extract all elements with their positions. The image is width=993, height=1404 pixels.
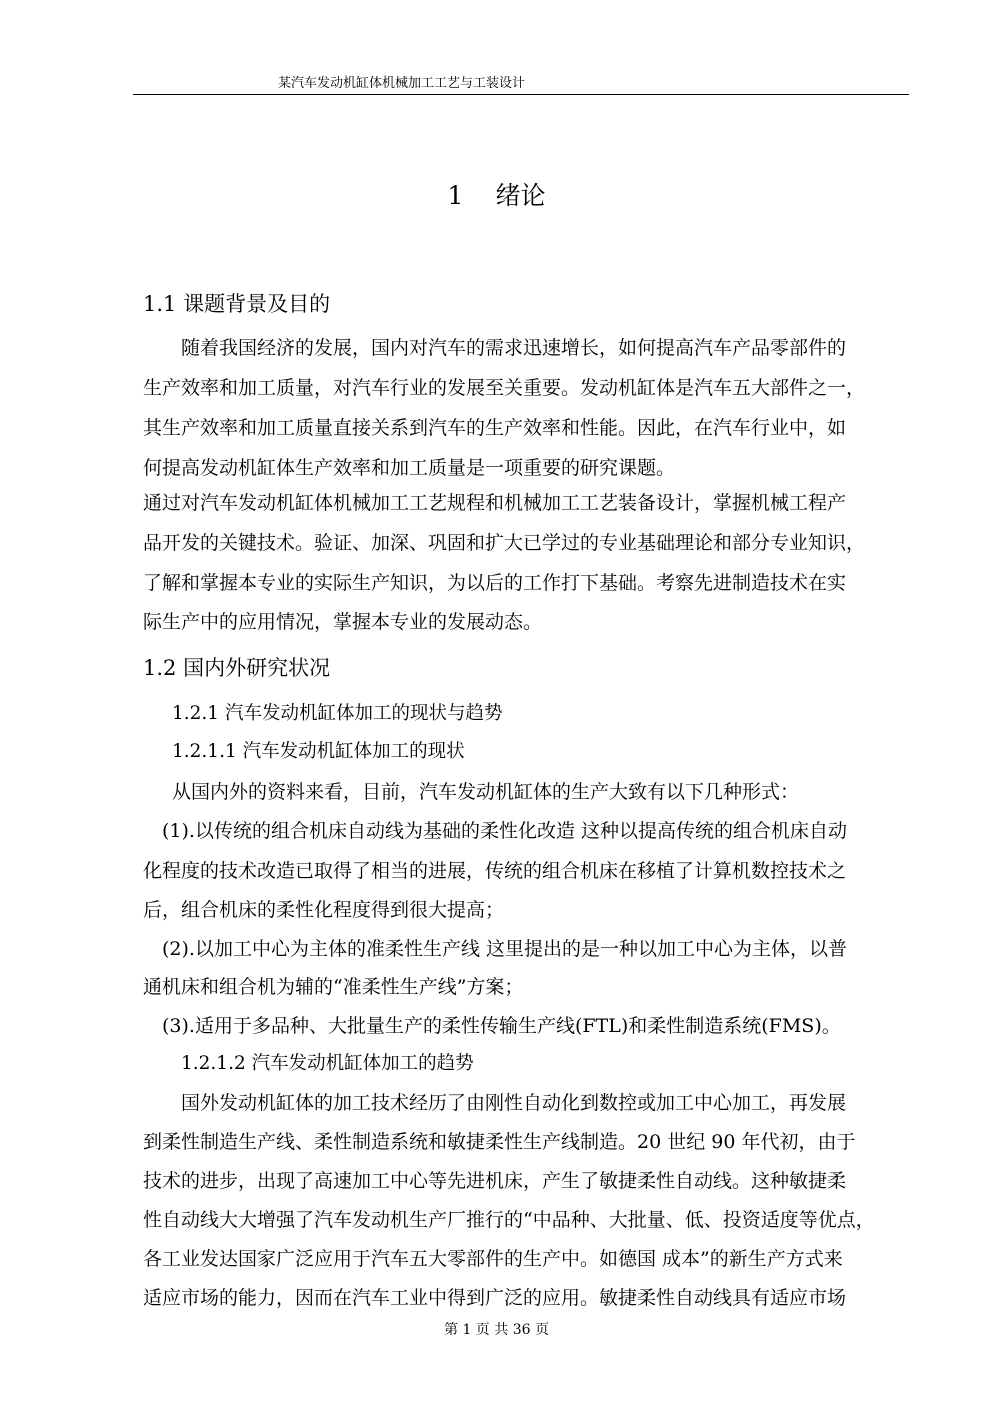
text-line: 适应市场的能力，因而在汽车工业中得到广泛的应用。敏捷柔性自动线具有适应市场 xyxy=(143,1287,847,1309)
text-line: 际生产中的应用情况，掌握本专业的发展动态。 xyxy=(143,611,543,633)
page-footer xyxy=(0,1320,993,1340)
chapter-heading xyxy=(0,178,993,214)
text-line: 何提高发动机缸体生产效率和加工质量是一项重要的研究课题。 xyxy=(143,457,676,479)
chapter-number: 1 xyxy=(447,181,464,210)
text-line: 了解和掌握本专业的实际生产知识，为以后的工作打下基础。考察先进制造技术在实 xyxy=(143,572,847,594)
text-line: 化程度的技术改造已取得了相当的进展，传统的组合机床在移植了计算机数控技术之 xyxy=(143,860,847,882)
text-line: 其生产效率和加工质量直接关系到汽车的生产效率和性能。因此，在汽车行业中，如 xyxy=(143,417,847,439)
text-line: (3).适用于多品种、大批量生产的柔性传输生产线(FTL)和柔性制造系统(FMS)。 xyxy=(162,1015,841,1037)
page-number-label: 第 1 页 共 36 页 xyxy=(444,1322,549,1338)
subsubsection-heading-1-2-1-1: 1.2.1.1 汽车发动机缸体加工的现状 xyxy=(172,741,465,762)
text-line: 通机床和组合机为辅的“准柔性生产线”方案； xyxy=(143,976,524,998)
section-heading-1-2: 1.2 国内外研究状况 xyxy=(143,656,331,680)
text-line: 后，组合机床的柔性化程度得到很大提高； xyxy=(143,899,505,921)
running-header-title: 某汽车发动机缸体机械加工工艺与工装设计 xyxy=(278,76,526,91)
chapter-title: 绪论 xyxy=(495,181,546,210)
text-line: 各工业发达国家广泛应用于汽车五大零部件的生产中。如德国 成本”的新生产方式来 xyxy=(143,1248,843,1270)
section-heading-1-1: 1.1 课题背景及目的 xyxy=(143,292,331,316)
text-line: 国外发动机缸体的加工技术经历了由刚性自动化到数控或加工中心加工，再发展 xyxy=(181,1092,847,1114)
subsubsection-heading-1-2-1-2: 1.2.1.2 汽车发动机缸体加工的趋势 xyxy=(181,1053,474,1074)
text-line: 通过对汽车发动机缸体机械加工工艺规程和机械加工工艺装备设计，掌握机械工程产 xyxy=(143,492,847,514)
text-line: 从国内外的资料来看，目前，汽车发动机缸体的生产大致有以下几种形式： xyxy=(172,781,800,803)
subsection-heading-1-2-1: 1.2.1 汽车发动机缸体加工的现状与趋势 xyxy=(172,703,503,724)
text-line: (2).以加工中心为主体的准柔性生产线 这里提出的是一种以加工中心为主体，以普 xyxy=(162,938,847,960)
text-line: 生产效率和加工质量，对汽车行业的发展至关重要。发动机缸体是汽车五大部件之一， xyxy=(143,377,866,399)
text-line: 技术的进步，出现了高速加工中心等先进机床，产生了敏捷柔性自动线。这种敏捷柔 xyxy=(143,1170,847,1192)
text-line: 到柔性制造生产线、柔性制造系统和敏捷柔性生产线制造。20 世纪 90 年代初，由于 xyxy=(143,1131,856,1153)
text-line: 品开发的关键技术。验证、加深、巩固和扩大已学过的专业基础理论和部分专业知识， xyxy=(143,532,866,554)
text-line: (1).以传统的组合机床自动线为基础的柔性化改造 这种以提高传统的组合机床自动 xyxy=(162,820,847,842)
running-header xyxy=(133,74,909,95)
text-line: 性自动线大大增强了汽车发动机生产厂推行的“中品种、大批量、低、投资适度等优点， xyxy=(143,1209,875,1231)
text-line: 随着我国经济的发展，国内对汽车的需求迅速增长，如何提高汽车产品零部件的 xyxy=(181,337,847,359)
